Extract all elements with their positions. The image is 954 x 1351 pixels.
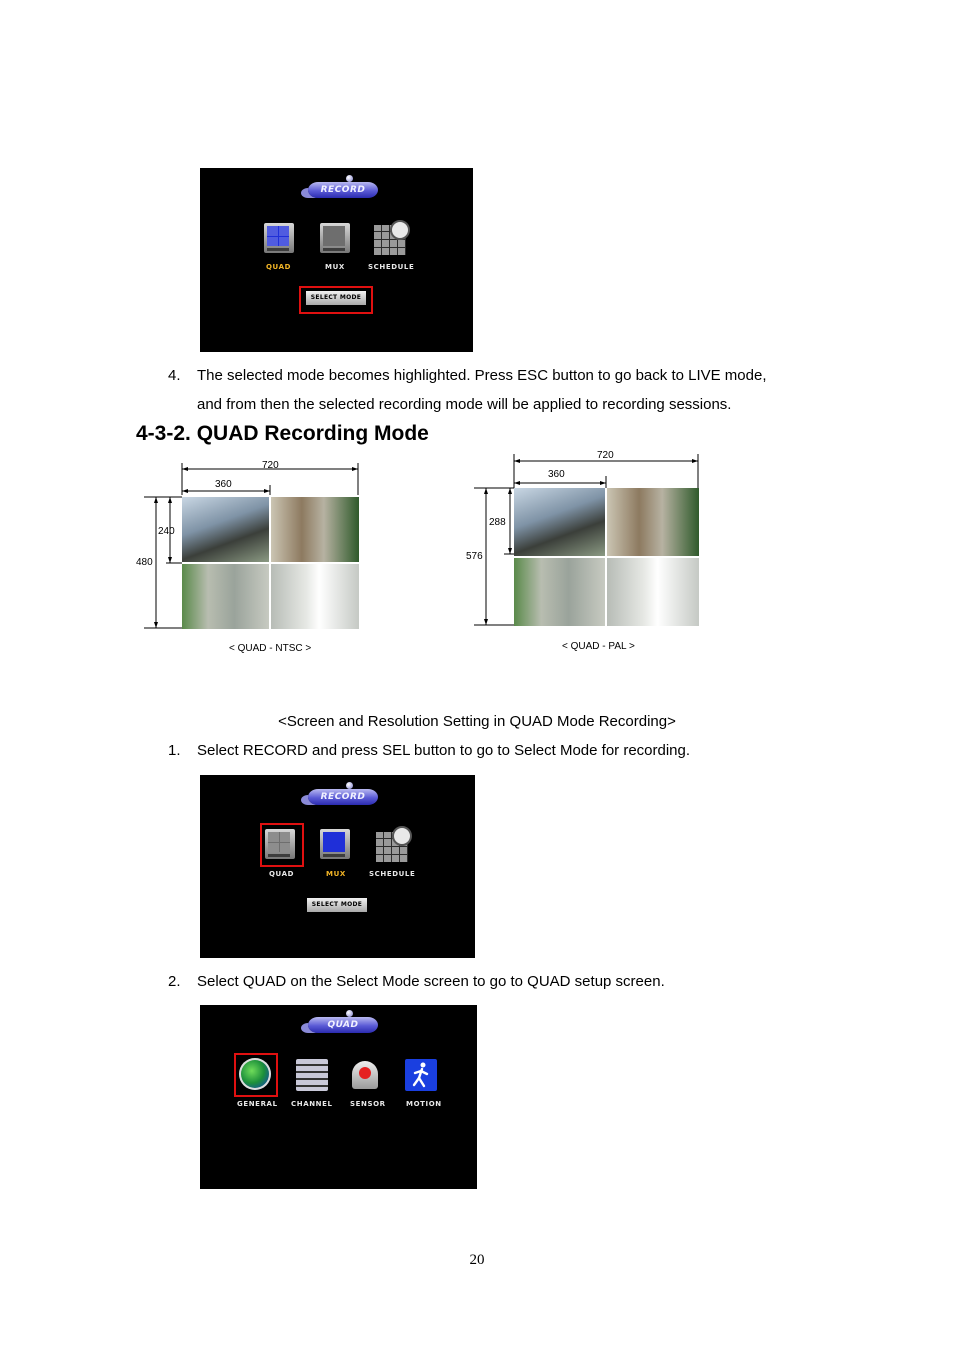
channel-icon[interactable]: [296, 1059, 328, 1091]
step-4-number: 4.: [168, 367, 181, 384]
pal-height-half: 288: [489, 517, 506, 528]
quad-icon[interactable]: [265, 829, 295, 859]
ntsc-width-half: 360: [215, 479, 232, 490]
pal-width-half: 360: [548, 469, 565, 480]
clock-icon: [390, 220, 410, 240]
step-1-text: Select RECORD and press SEL button to go to Select Mode for recording.: [197, 742, 691, 759]
sensor-alarm-icon[interactable]: [352, 1061, 378, 1089]
ntsc-width-full: 720: [262, 460, 279, 471]
figure-caption: <Screen and Resolution Setting in QUAD Mode Recording>: [278, 713, 676, 730]
schedule-label: SCHEDULE: [369, 870, 416, 878]
quad-icon[interactable]: [264, 223, 294, 253]
mux-icon[interactable]: [320, 829, 350, 859]
schedule-label: SCHEDULE: [368, 263, 415, 271]
section-heading: 4-3-2. QUAD Recording Mode: [136, 422, 429, 445]
general-label: GENERAL: [237, 1100, 278, 1108]
record-title-logo: RECORD: [308, 182, 378, 198]
pal-quad-image: [514, 488, 699, 626]
quad-label: QUAD: [266, 263, 292, 271]
mux-label: MUX: [325, 263, 345, 271]
record-title-logo: RECORD: [308, 789, 378, 805]
ntsc-quad-image: [182, 497, 359, 629]
motion-running-icon[interactable]: [405, 1059, 437, 1091]
mux-label: MUX: [326, 870, 346, 878]
globe-icon[interactable]: [239, 1058, 271, 1090]
channel-label: CHANNEL: [291, 1100, 333, 1108]
ntsc-caption: < QUAD - NTSC >: [229, 643, 312, 654]
page-number: 20: [469, 1252, 485, 1268]
select-mode-button[interactable]: SELECT MODE: [307, 898, 367, 912]
step-4-line-2: and from then the selected recording mode will be applied to recording sessions.: [197, 396, 732, 413]
step-4-line-1: The selected mode becomes highlighted. Press ESC button to go back to LIVE mode,: [197, 367, 767, 384]
ntsc-height-full: 480: [136, 557, 153, 568]
step-2-text: Select QUAD on the Select Mode screen to go to QUAD setup screen.: [197, 973, 665, 990]
step-1-number: 1.: [168, 742, 181, 759]
mux-icon[interactable]: [320, 223, 350, 253]
sensor-label: SENSOR: [350, 1100, 386, 1108]
record-menu-screenshot-1: [200, 168, 473, 352]
pal-height-full: 576: [466, 551, 483, 562]
quad-menu-screenshot: [200, 1005, 477, 1189]
clock-icon: [392, 826, 412, 846]
motion-label: MOTION: [406, 1100, 442, 1108]
pal-caption: < QUAD - PAL >: [562, 641, 635, 652]
ntsc-height-half: 240: [158, 526, 175, 537]
step-2-number: 2.: [168, 973, 181, 990]
select-mode-button[interactable]: SELECT MODE: [306, 291, 366, 305]
pal-width-full: 720: [597, 450, 614, 461]
quad-label: QUAD: [269, 870, 295, 878]
quad-title-logo: QUAD: [308, 1017, 378, 1033]
record-menu-screenshot-2: [200, 775, 475, 958]
